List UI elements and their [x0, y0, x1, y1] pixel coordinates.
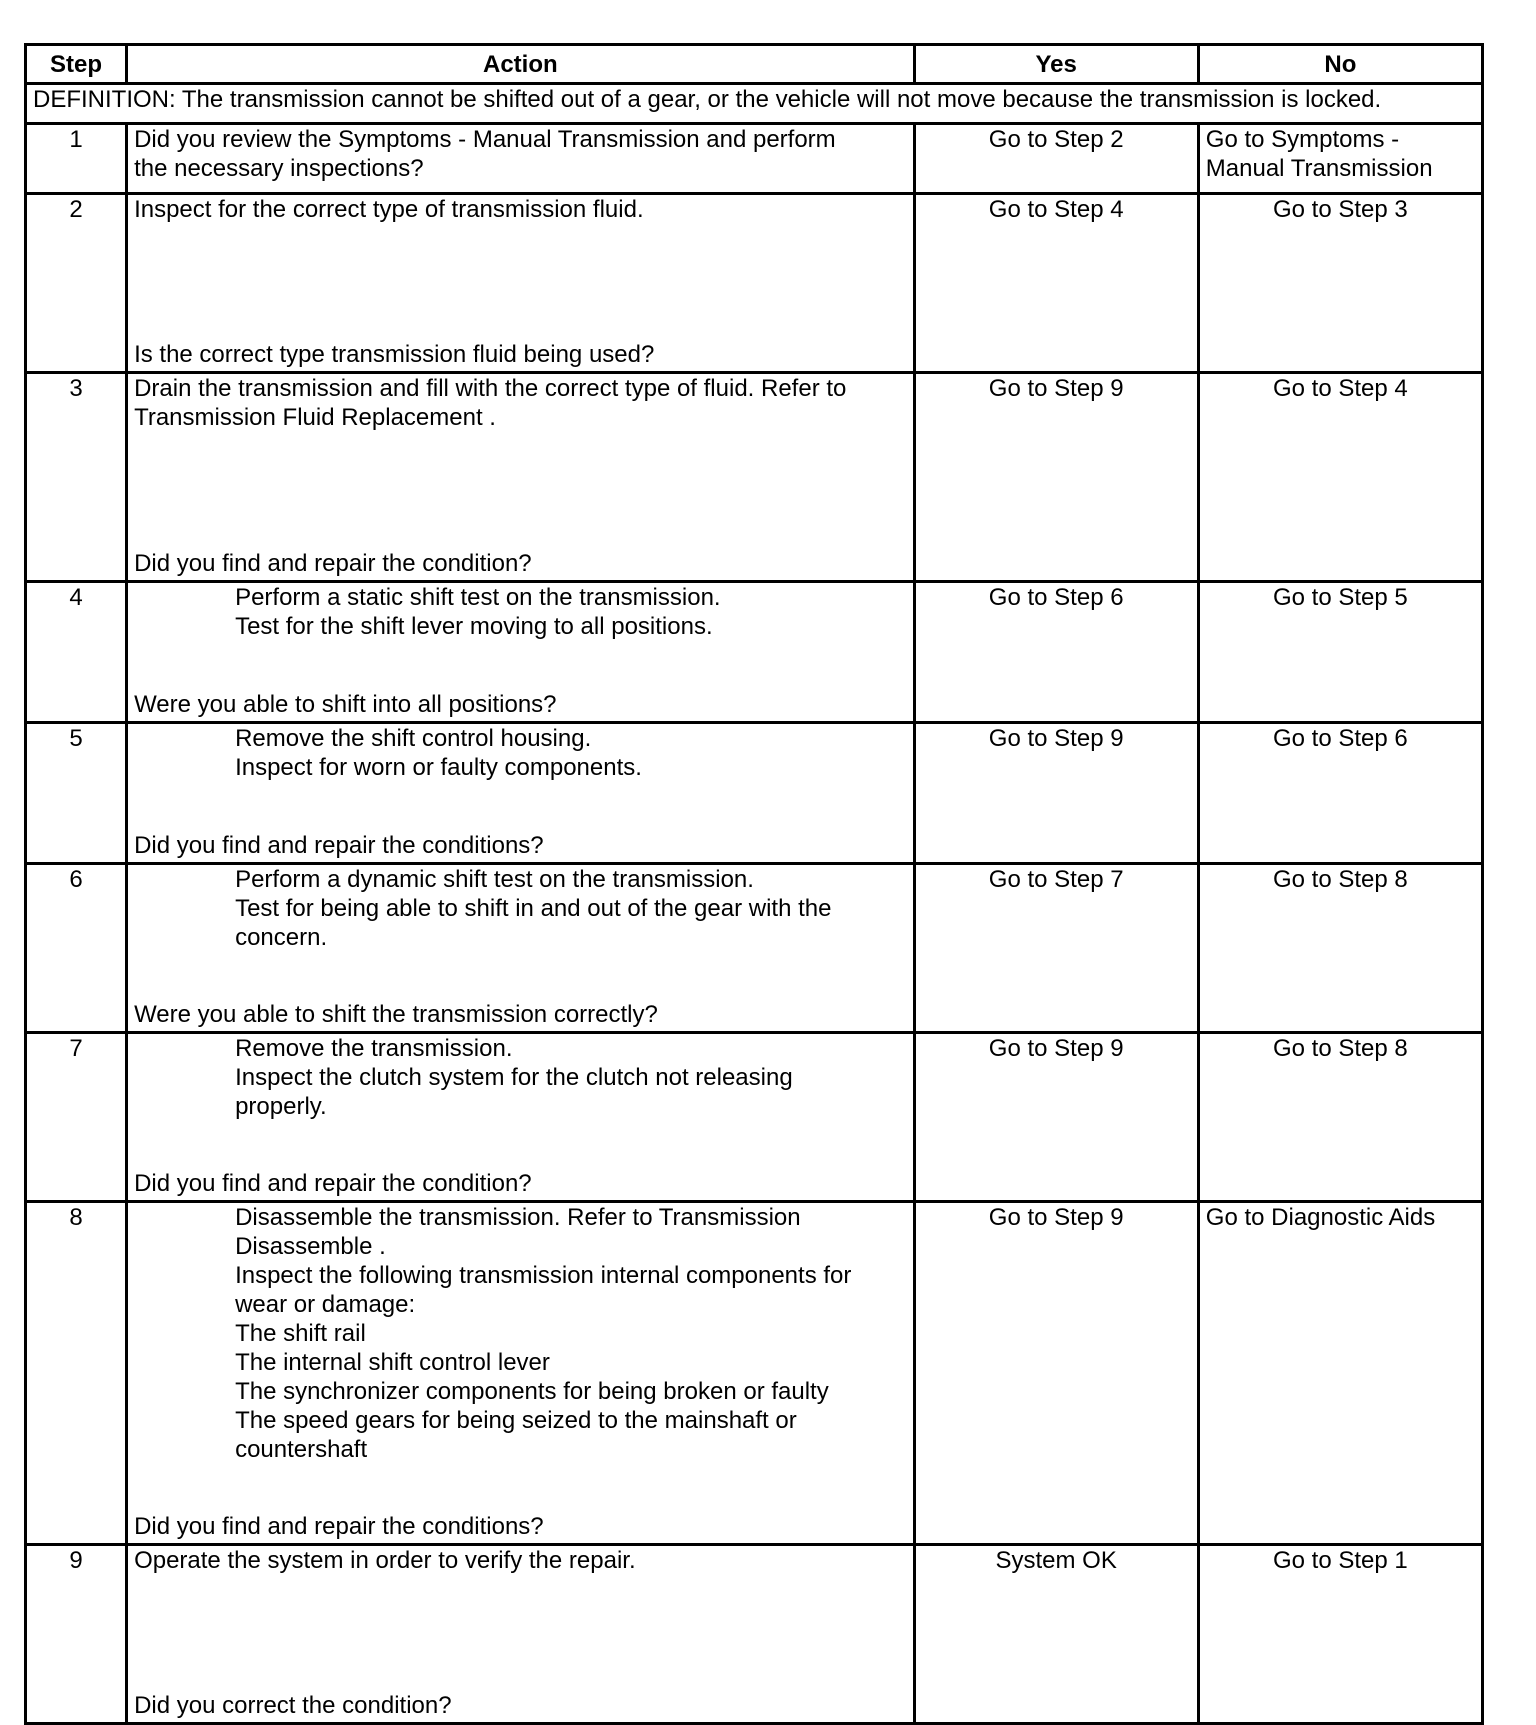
- step-number: 3: [26, 373, 127, 582]
- yes-cell: Go to Step 2: [914, 124, 1198, 194]
- no-cell: Go to Step 4: [1198, 373, 1482, 582]
- action-line: the necessary inspections?: [134, 155, 424, 182]
- action-line: Operate the system in order to verify the repair.: [134, 1547, 636, 1574]
- header-no: No: [1198, 45, 1482, 84]
- no-cell: Go to Step 8: [1198, 1033, 1482, 1202]
- yes-cell: Go to Step 6: [914, 582, 1198, 723]
- action-line: concern.: [235, 924, 328, 951]
- no-cell: Go to Step 5: [1198, 582, 1482, 723]
- yes-cell: Go to Step 9: [914, 1033, 1198, 1202]
- definition-row: [26, 84, 1483, 124]
- action-cell: [127, 373, 915, 582]
- header-row: [26, 45, 1483, 84]
- no-line: Go to Symptoms -: [1205, 126, 1400, 153]
- step-number: 4: [26, 582, 127, 723]
- no-cell: Go to Step 6: [1198, 723, 1482, 864]
- action-line: Remove the transmission.: [235, 1035, 513, 1062]
- no-cell: Go to Step 1: [1198, 1545, 1482, 1724]
- action-cell: [127, 194, 915, 373]
- action-line: Disassemble the transmission. Refer to Transmission: [235, 1204, 801, 1231]
- action-cell: [127, 723, 915, 864]
- yes-cell: Go to Step 7: [914, 864, 1198, 1033]
- table-row: [26, 1545, 1483, 1724]
- action-line: Test for the shift lever moving to all positions.: [235, 613, 713, 640]
- action-line: Remove the shift control housing.: [235, 725, 592, 752]
- action-question: Did you find and repair the conditions?: [134, 1513, 544, 1540]
- step-number: 8: [26, 1202, 127, 1545]
- action-question: Did you find and repair the conditions?: [134, 832, 544, 859]
- header-action: Action: [127, 45, 915, 84]
- table-row: [26, 194, 1483, 373]
- action-line: Inspect for the correct type of transmission fluid.: [134, 196, 644, 223]
- header-yes: Yes: [914, 45, 1198, 84]
- action-line: Inspect the following transmission internal components for: [235, 1262, 852, 1289]
- table-row: [26, 373, 1483, 582]
- action-line: The internal shift control lever: [235, 1349, 550, 1376]
- no-cell: Go to Diagnostic Aids: [1198, 1202, 1482, 1545]
- action-line: Perform a static shift test on the transmission.: [235, 584, 721, 611]
- yes-cell: Go to Step 4: [914, 194, 1198, 373]
- action-question: Were you able to shift the transmission correctly?: [134, 1001, 658, 1028]
- action-line: properly.: [235, 1093, 327, 1120]
- yes-cell: Go to Step 9: [914, 373, 1198, 582]
- step-number: 5: [26, 723, 127, 864]
- yes-cell: Go to Step 9: [914, 1202, 1198, 1545]
- step-number: 1: [26, 124, 127, 194]
- yes-cell: System OK: [914, 1545, 1198, 1724]
- action-line: wear or damage:: [235, 1291, 416, 1318]
- action-line: Transmission Fluid Replacement .: [134, 404, 496, 431]
- table-row: [26, 864, 1483, 1033]
- yes-cell: Go to Step 9: [914, 723, 1198, 864]
- action-question: Did you correct the condition?: [134, 1692, 452, 1719]
- table-row: [26, 1202, 1483, 1545]
- step-number: 9: [26, 1545, 127, 1724]
- table-row: [26, 582, 1483, 723]
- step-number: 6: [26, 864, 127, 1033]
- no-cell: [1198, 124, 1482, 194]
- action-line: The synchronizer components for being broken or faulty: [235, 1378, 829, 1405]
- step-number: 7: [26, 1033, 127, 1202]
- action-question: Did you find and repair the condition?: [134, 1170, 532, 1197]
- action-line: Did you review the Symptoms - Manual Transmission and perform: [134, 126, 836, 153]
- action-line: Disassemble .: [235, 1233, 386, 1260]
- action-line: countershaft: [235, 1436, 368, 1463]
- table-row: [26, 723, 1483, 864]
- action-cell: [127, 124, 915, 194]
- table-row: [26, 124, 1483, 194]
- action-line: Inspect the clutch system for the clutch not releasing: [235, 1064, 793, 1091]
- action-line: Test for being able to shift in and out of the gear with the: [235, 895, 832, 922]
- step-number: 2: [26, 194, 127, 373]
- action-line: The shift rail: [235, 1320, 366, 1347]
- action-cell: [127, 1033, 915, 1202]
- diagnostic-table: [24, 43, 1484, 1725]
- action-cell: [127, 1545, 915, 1724]
- action-line: Inspect for worn or faulty components.: [235, 754, 642, 781]
- action-line: The speed gears for being seized to the mainshaft or: [235, 1407, 797, 1434]
- action-cell: [127, 582, 915, 723]
- header-step: Step: [26, 45, 127, 84]
- no-line: Manual Transmission: [1205, 155, 1433, 182]
- action-line: Drain the transmission and fill with the correct type of fluid. Refer to: [134, 375, 847, 402]
- table-row: [26, 1033, 1483, 1202]
- action-cell: [127, 864, 915, 1033]
- action-line: Perform a dynamic shift test on the transmission.: [235, 866, 754, 893]
- action-question: Were you able to shift into all positions?: [134, 691, 557, 718]
- no-cell: Go to Step 3: [1198, 194, 1482, 373]
- no-cell: Go to Step 8: [1198, 864, 1482, 1033]
- action-cell: [127, 1202, 915, 1545]
- definition-text: DEFINITION: The transmission cannot be shifted out of a gear, or the vehicle will not move because the transmission is locked.: [26, 84, 1483, 124]
- action-question: Is the correct type transmission fluid being used?: [134, 341, 655, 368]
- action-question: Did you find and repair the condition?: [134, 550, 532, 577]
